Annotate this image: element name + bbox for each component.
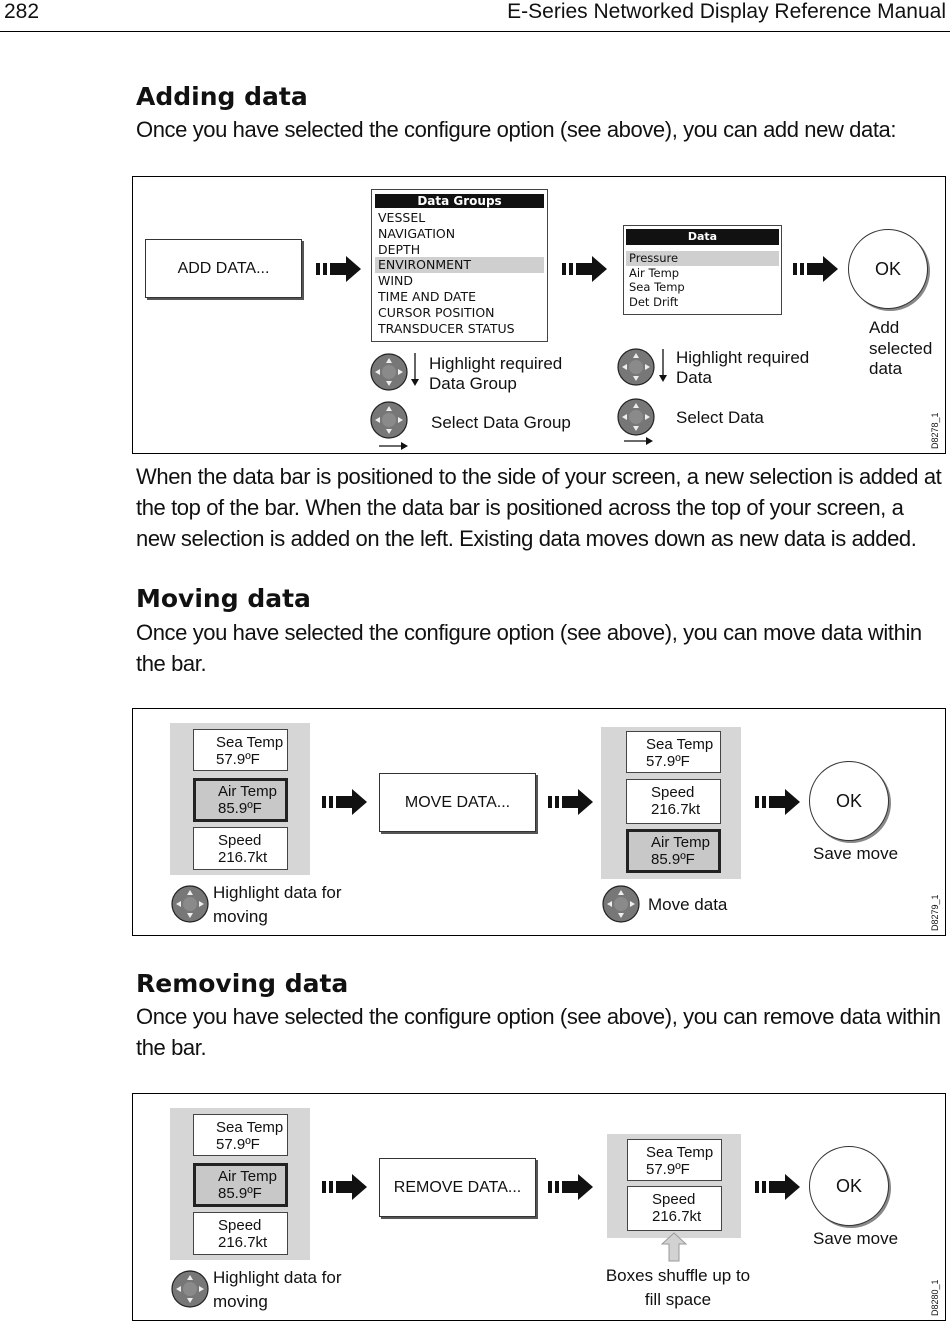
right-arrow-icon bbox=[548, 1172, 594, 1202]
sea-temp-value: 57.9ºF bbox=[646, 753, 690, 770]
right-arrow-icon bbox=[322, 1172, 368, 1202]
header-rule bbox=[0, 31, 950, 32]
move-data-button[interactable]: MOVE DATA... bbox=[379, 773, 536, 832]
adding-after-text: When the data bar is positioned to the side of your screen, a new selection is added at the top of the bar. When the data bar is positioned across the top of your screen, a new selection is added on the left. Existing data moves down as new data is added. bbox=[136, 464, 942, 551]
air-temp-value: 85.9ºF bbox=[651, 851, 695, 868]
menu-item-environment[interactable]: ENVIRONMENT bbox=[375, 257, 544, 273]
right-small-arrow-icon bbox=[624, 436, 654, 446]
menu-item-pressure[interactable]: Pressure bbox=[626, 251, 779, 266]
right-arrow-icon bbox=[755, 787, 801, 817]
menu-item-wind[interactable]: WIND bbox=[378, 273, 414, 289]
menu-item-sea-temp[interactable]: Sea Temp bbox=[629, 280, 685, 294]
removing-figure bbox=[132, 1093, 946, 1321]
air-temp-box[interactable] bbox=[626, 829, 721, 873]
speed-value: 216.7kt bbox=[652, 1208, 702, 1225]
dpad-icon bbox=[617, 348, 655, 386]
adding-figure bbox=[132, 176, 946, 454]
select-data-caption: Select Data bbox=[676, 408, 764, 427]
data-bar-panel-after bbox=[607, 1134, 741, 1238]
highlight-data-caption: Highlight required Data bbox=[676, 348, 810, 387]
sea-temp-label: Sea Temp bbox=[216, 734, 284, 751]
menu-item-det-drift[interactable]: Det Drift bbox=[629, 294, 679, 309]
sea-temp-label: Sea Temp bbox=[646, 736, 714, 753]
down-arrow-icon bbox=[658, 349, 668, 383]
figure-id: D8279_1 bbox=[930, 894, 940, 931]
menu-item-vessel[interactable]: VESSEL bbox=[378, 210, 426, 225]
adding-intro: Once you have selected the configure option (see above), you can add new data: bbox=[136, 117, 897, 142]
right-arrow-icon bbox=[548, 787, 594, 817]
menu-item-navigation[interactable]: NAVIGATION bbox=[378, 225, 456, 241]
menu-item-cursor-position[interactable]: CURSOR POSITION bbox=[378, 304, 495, 320]
air-temp-label: Air Temp bbox=[218, 1168, 277, 1185]
save-move-caption: Save move bbox=[813, 1229, 899, 1248]
sea-temp-box[interactable] bbox=[193, 1114, 288, 1156]
sea-temp-value: 57.9ºF bbox=[216, 1136, 260, 1153]
speed-box[interactable] bbox=[627, 1186, 722, 1231]
speed-box[interactable] bbox=[193, 827, 288, 870]
highlight-group-caption: Highlight required Data Group bbox=[429, 354, 563, 393]
dpad-icon bbox=[370, 401, 408, 439]
data-bar-panel-after bbox=[601, 727, 741, 879]
air-temp-value: 85.9ºF bbox=[218, 1185, 262, 1202]
menu-item-air-temp[interactable]: Air Temp bbox=[629, 265, 680, 280]
air-temp-label: Air Temp bbox=[651, 834, 710, 851]
speed-label: Speed bbox=[651, 784, 695, 801]
right-arrow-icon bbox=[322, 787, 368, 817]
right-arrow-icon bbox=[755, 1172, 801, 1202]
menu-item-depth[interactable]: DEPTH bbox=[378, 241, 421, 257]
speed-value: 216.7kt bbox=[218, 1234, 268, 1251]
speed-label: Speed bbox=[218, 1217, 262, 1234]
sea-temp-label: Sea Temp bbox=[646, 1144, 714, 1161]
adding-heading: Adding data bbox=[136, 82, 308, 111]
save-move-caption: Save move bbox=[813, 844, 899, 863]
right-small-arrow-icon bbox=[379, 441, 409, 451]
removing-heading: Removing data bbox=[136, 969, 349, 998]
add-data-button[interactable]: ADD DATA... bbox=[145, 239, 302, 298]
select-group-caption: Select Data Group bbox=[431, 413, 571, 432]
right-arrow-icon bbox=[793, 254, 839, 284]
sea-temp-value: 57.9ºF bbox=[216, 751, 260, 768]
menu-item-transducer-status[interactable]: TRANSDUCER STATUS bbox=[378, 320, 515, 336]
menu-item-time-and-date[interactable]: TIME AND DATE bbox=[378, 288, 476, 304]
figure-id: D8280_1 bbox=[930, 1279, 940, 1316]
moving-heading: Moving data bbox=[136, 584, 311, 613]
air-temp-box[interactable] bbox=[193, 778, 288, 822]
manual-title: E-Series Networked Display Reference Manual bbox=[507, 0, 946, 23]
air-temp-value: 85.9ºF bbox=[218, 800, 262, 817]
moving-intro: Once you have selected the configure option (see above), you can move data within the bar. bbox=[136, 620, 922, 676]
air-temp-box[interactable] bbox=[193, 1163, 288, 1207]
page-number: 282 bbox=[4, 0, 40, 23]
remove-data-button[interactable]: REMOVE DATA... bbox=[379, 1158, 536, 1217]
air-temp-label: Air Temp bbox=[218, 783, 277, 800]
data-bar-panel bbox=[170, 723, 310, 875]
sea-temp-value: 57.9ºF bbox=[646, 1161, 690, 1178]
sea-temp-box[interactable] bbox=[193, 729, 288, 771]
sea-temp-box[interactable] bbox=[626, 731, 721, 773]
up-arrow-icon bbox=[661, 1232, 687, 1262]
right-arrow-icon bbox=[316, 254, 362, 284]
speed-box[interactable] bbox=[626, 779, 721, 824]
speed-value: 216.7kt bbox=[651, 801, 701, 818]
shuffle-caption: Boxes shuffle up to fill space bbox=[605, 1266, 751, 1309]
down-arrow-icon bbox=[410, 353, 420, 387]
ok-button[interactable]: OK bbox=[809, 761, 889, 841]
move-data-caption: Move data bbox=[648, 895, 728, 914]
ok-button[interactable]: OK bbox=[809, 1146, 889, 1226]
dpad-icon bbox=[171, 885, 209, 923]
data-menu-title: Data bbox=[626, 229, 779, 245]
ok-button[interactable]: OK bbox=[848, 229, 928, 309]
highlight-caption: Highlight data for moving bbox=[213, 1268, 342, 1311]
dpad-icon bbox=[617, 398, 655, 436]
data-menu bbox=[623, 225, 782, 315]
data-bar-panel bbox=[170, 1108, 310, 1260]
highlight-caption: Highlight data for moving bbox=[213, 883, 342, 926]
data-groups-title: Data Groups bbox=[375, 194, 544, 208]
removing-intro: Once you have selected the configure option (see above), you can remove data within the bar. bbox=[136, 1004, 941, 1060]
moving-figure bbox=[132, 708, 946, 936]
right-arrow-icon bbox=[562, 254, 608, 284]
dpad-icon bbox=[171, 1270, 209, 1308]
speed-value: 216.7kt bbox=[218, 849, 268, 866]
dpad-icon bbox=[370, 353, 408, 391]
figure-id: D8278_1 bbox=[930, 412, 940, 449]
speed-label: Speed bbox=[652, 1191, 696, 1208]
add-selected-caption: Add selected data bbox=[869, 318, 933, 378]
data-groups-menu bbox=[371, 189, 548, 342]
speed-box[interactable] bbox=[193, 1212, 288, 1255]
sea-temp-box[interactable] bbox=[627, 1139, 722, 1181]
sea-temp-label: Sea Temp bbox=[216, 1119, 284, 1136]
dpad-icon bbox=[602, 885, 640, 923]
speed-label: Speed bbox=[218, 832, 262, 849]
